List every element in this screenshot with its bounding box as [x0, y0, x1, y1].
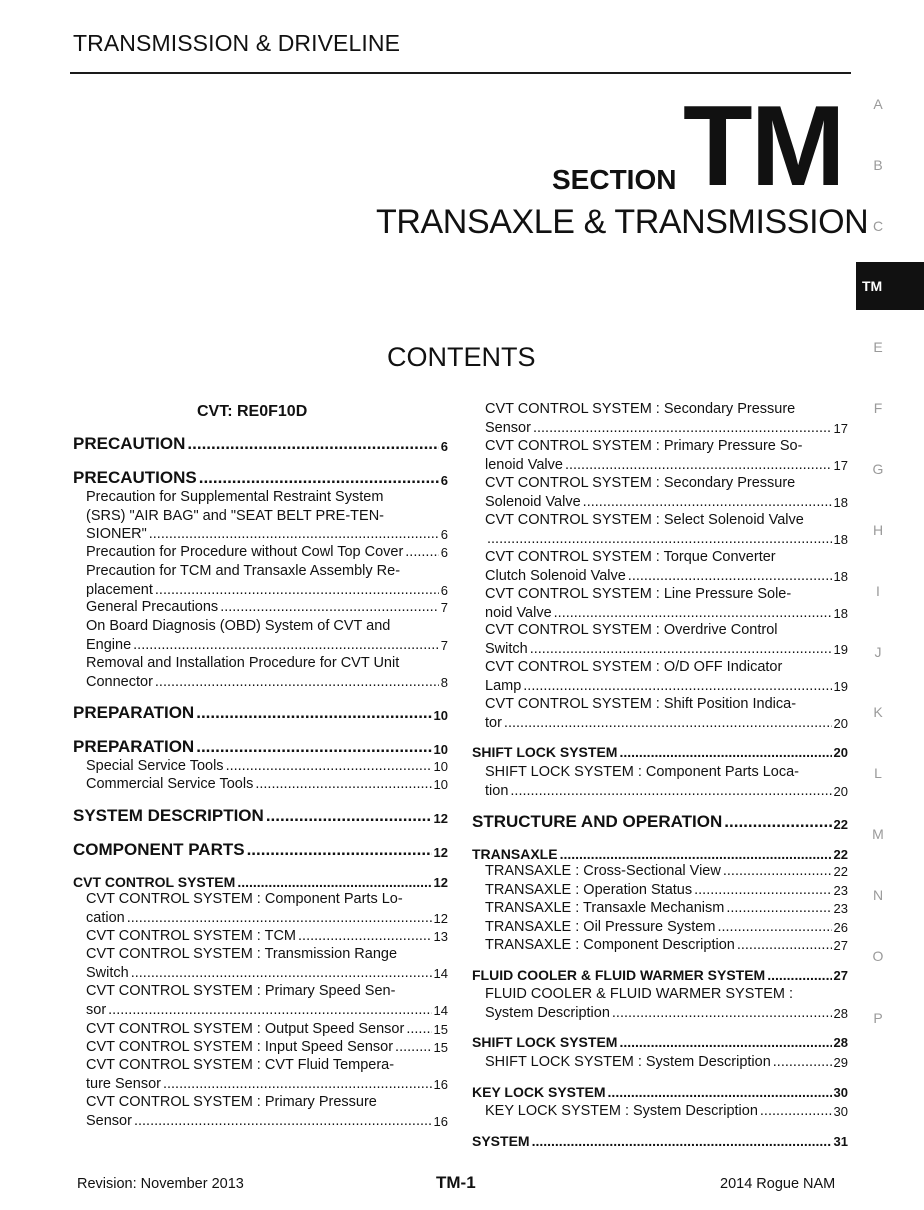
section-tab[interactable]: B	[873, 157, 883, 173]
toc-page-number: 19	[833, 641, 848, 657]
toc-page-number: 10	[433, 742, 448, 757]
toc-page-number: 20	[833, 715, 848, 731]
toc-leader	[247, 840, 432, 860]
toc-entry-text: SYSTEM	[472, 1133, 530, 1149]
toc-entry-text: TRANSAXLE : Cross-Sectional View	[485, 863, 721, 879]
section-tab[interactable]: K	[873, 704, 883, 720]
toc-entry-text: FLUID COOLER & FLUID WARMER SYSTEM :	[485, 986, 794, 1002]
toc-entry[interactable]	[485, 494, 848, 510]
toc-entry[interactable]	[472, 1084, 848, 1100]
toc-page-number: 6	[440, 439, 448, 454]
toc-entry-text: Sensor	[485, 419, 531, 436]
toc-entry-text: CVT CONTROL SYSTEM : O/D OFF Indicator	[485, 659, 783, 675]
section-tab[interactable]: C	[872, 218, 884, 234]
section-tab[interactable]: I	[876, 583, 880, 599]
toc-entry-text: CVT CONTROL SYSTEM : Secondary Pressure	[485, 401, 796, 417]
toc-entry-text: PRECAUTION	[73, 434, 186, 453]
section-tab[interactable]: J	[874, 644, 882, 660]
footer-page-id: TM-1	[436, 1173, 476, 1192]
toc-page-number: 30	[833, 1104, 848, 1119]
toc-entry[interactable]	[485, 882, 848, 898]
toc-entry-text: CVT CONTROL SYSTEM : Shift Position Indica-	[485, 696, 797, 712]
toc-page-number: 23	[833, 901, 848, 916]
toc-entry-text: Special Service Tools	[86, 758, 224, 774]
toc-entry-text: Removal and Installation Procedure for CVT Unit	[86, 655, 400, 671]
toc-page-number: 6	[440, 473, 448, 488]
toc-entry-text: CVT CONTROL SYSTEM : Primary Speed Sen-	[86, 983, 396, 999]
toc-entry-text: Lamp	[485, 677, 522, 694]
toc-entry-text: placement	[86, 581, 153, 598]
toc-entry-text: Precaution for Supplemental Restraint System	[86, 489, 384, 505]
toc-leader	[155, 582, 439, 598]
toc-page-number: 18	[833, 494, 848, 510]
toc-entry[interactable]	[485, 937, 848, 953]
toc-entry-text: TRANSAXLE	[472, 846, 558, 862]
section-tab[interactable]: E	[873, 339, 883, 355]
toc-entry[interactable]	[86, 1039, 448, 1055]
toc-entry-text: CVT CONTROL SYSTEM : Select Solenoid Valve	[485, 512, 804, 528]
toc-entry-text: PREPARATION	[73, 737, 195, 756]
toc-leader	[554, 605, 832, 621]
toc-entry[interactable]	[485, 900, 848, 916]
section-tab[interactable]: A	[873, 96, 883, 112]
toc-page-number: 22	[833, 864, 848, 879]
footer-revision: Revision: November 2013	[77, 1176, 244, 1192]
toc-entry-text: SHIFT LOCK SYSTEM : System Description	[485, 1054, 771, 1070]
toc-leader	[298, 928, 432, 944]
section-code: TM	[683, 83, 844, 210]
toc-entry-text: CVT CONTROL SYSTEM : Primary Pressure	[86, 1094, 377, 1110]
toc-page-number: 18	[833, 531, 848, 547]
toc-page-number: 8	[440, 674, 448, 690]
toc-entry[interactable]	[472, 846, 848, 862]
toc-leader	[155, 674, 439, 690]
toc-entry[interactable]	[86, 758, 448, 774]
section-tab[interactable]: H	[872, 522, 884, 538]
toc-leader	[199, 468, 439, 488]
toc-entry[interactable]	[485, 715, 848, 731]
toc-leader	[487, 531, 832, 547]
toc-leader	[619, 744, 831, 760]
toc-entry[interactable]	[485, 919, 848, 935]
toc-leader	[723, 863, 832, 879]
toc-page-number: 22	[833, 847, 848, 862]
section-tab[interactable]: O	[872, 948, 884, 964]
toc-leader	[196, 703, 431, 723]
toc-page-number: 6	[440, 545, 448, 560]
toc-entry[interactable]	[472, 812, 848, 832]
toc-entry-text: TRANSAXLE : Operation Status	[485, 882, 693, 898]
toc-leader	[628, 568, 832, 584]
tab-active-label[interactable]: TM	[862, 278, 883, 294]
section-tab[interactable]: N	[872, 887, 884, 903]
toc-leader	[196, 737, 431, 757]
toc-leader	[619, 1034, 831, 1050]
toc-leader	[565, 457, 832, 473]
toc-entry[interactable]	[485, 1103, 848, 1119]
toc-entry[interactable]	[86, 965, 448, 981]
toc-entry-text: STRUCTURE AND OPERATION	[472, 812, 723, 831]
toc-entry[interactable]	[485, 1054, 848, 1070]
toc-leader	[717, 919, 831, 935]
toc-leader	[760, 1103, 832, 1119]
section-word: SECTION	[552, 164, 677, 195]
toc-entry-text: cation	[86, 909, 125, 926]
toc-leader	[583, 494, 832, 510]
toc-entry[interactable]	[472, 744, 848, 760]
toc-page-number: 27	[833, 938, 848, 953]
toc-page-number: 16	[433, 1113, 448, 1129]
toc-leader	[133, 637, 439, 653]
toc-entry-text: SHIFT LOCK SYSTEM : Component Parts Loca-	[485, 764, 800, 780]
toc-leader	[149, 526, 439, 542]
toc-entry-text: tion	[485, 782, 509, 799]
toc-page-number: 13	[433, 929, 448, 944]
toc-entry[interactable]	[86, 599, 448, 615]
toc-leader	[127, 910, 432, 926]
toc-leader	[131, 965, 432, 981]
toc-entry-text: noid Valve	[485, 604, 552, 621]
toc-entry-text: FLUID COOLER & FLUID WARMER SYSTEM	[472, 967, 766, 983]
section-tab[interactable]: F	[873, 400, 883, 416]
toc-page-number: 14	[433, 1002, 448, 1018]
toc-entry[interactable]	[485, 568, 848, 584]
toc-entry[interactable]	[86, 1076, 448, 1092]
toc-page-number: 30	[833, 1085, 848, 1100]
toc-page-number: 12	[433, 845, 448, 860]
section-tab[interactable]: G	[872, 461, 884, 477]
toc-entry-text: CVT CONTROL SYSTEM : Output Speed Sensor	[86, 1021, 405, 1037]
toc-entry[interactable]	[472, 1034, 848, 1050]
toc-page-number: 20	[833, 783, 848, 799]
toc-leader	[532, 1133, 832, 1149]
toc-leader	[108, 1002, 431, 1018]
toc-entry[interactable]	[485, 605, 848, 621]
toc-entry[interactable]	[73, 840, 448, 860]
toc-entry[interactable]	[472, 967, 848, 983]
toc-entry-text: CVT CONTROL SYSTEM : Component Parts Lo-	[86, 891, 403, 907]
toc-entry-text: KEY LOCK SYSTEM : System Description	[485, 1103, 758, 1119]
toc-entry-text: SIONER"	[86, 526, 147, 542]
toc-page-number: 28	[833, 1005, 848, 1021]
toc-page-number: 17	[833, 420, 848, 436]
toc-entry[interactable]	[73, 737, 448, 757]
toc-entry-text: SYSTEM DESCRIPTION	[73, 806, 264, 825]
toc-page-number: 12	[433, 811, 448, 826]
toc-entry[interactable]	[73, 468, 448, 488]
toc-entry-text: PRECAUTIONS	[73, 468, 197, 487]
toc-entry[interactable]	[485, 641, 848, 657]
toc-page-number: 12	[433, 910, 448, 926]
toc-leader	[767, 967, 831, 983]
toc-entry-text: CVT CONTROL SYSTEM : Primary Pressure So-	[485, 438, 803, 454]
toc-entry-text: CVT CONTROL SYSTEM : Transmission Range	[86, 946, 398, 962]
toc-leader	[395, 1039, 431, 1055]
toc-page-number: 20	[833, 745, 848, 760]
toc-leader	[255, 776, 431, 792]
toc-leader	[608, 1084, 832, 1100]
section-tab[interactable]: L	[874, 765, 882, 781]
toc-entry[interactable]	[86, 544, 448, 560]
toc-leader	[406, 1021, 431, 1037]
toc-entry-text: ture Sensor	[86, 1075, 161, 1092]
toc-entry-text: System Description	[485, 1004, 610, 1021]
toc-entry-text: SHIFT LOCK SYSTEM	[472, 744, 618, 760]
toc-leader	[724, 812, 831, 832]
toc-entry-text: Switch	[86, 964, 129, 981]
toc-leader	[504, 715, 832, 731]
toc-leader	[405, 544, 438, 560]
toc-entry[interactable]	[86, 1002, 448, 1018]
toc-page-number: 18	[833, 605, 848, 621]
toc-entry-text: Engine	[86, 636, 132, 653]
toc-entry-text: CVT CONTROL SYSTEM : CVT Fluid Tempera-	[86, 1057, 395, 1073]
toc-entry-text: CVT CONTROL SYSTEM : Line Pressure Sole-	[485, 586, 792, 602]
toc-page-number: 29	[833, 1055, 848, 1070]
toc-leader	[510, 783, 831, 799]
toc-entry-text: Commercial Service Tools	[86, 776, 254, 792]
toc-entry-text: Precaution for TCM and Transaxle Assembly Re-	[86, 563, 401, 579]
toc-entry-text: KEY LOCK SYSTEM	[472, 1084, 606, 1100]
toc-entry[interactable]	[485, 863, 848, 879]
toc-page-number: 27	[833, 968, 848, 983]
toc-entry-text: (SRS) "AIR BAG" and "SEAT BELT PRE-TEN-	[86, 507, 385, 524]
toc-page-number: 10	[433, 759, 448, 774]
toc-page-number: 17	[833, 457, 848, 473]
toc-page-number: 7	[440, 600, 448, 615]
toc-page-number: 18	[833, 568, 848, 584]
toc-page-number: 31	[833, 1134, 848, 1149]
toc-entry[interactable]	[485, 457, 848, 473]
toc-entry-text: CVT CONTROL SYSTEM : Torque Converter	[485, 549, 776, 565]
toc-entry-text: TRANSAXLE : Component Description	[485, 937, 735, 953]
toc-leader	[163, 1076, 432, 1092]
toc-entry-text: PREPARATION	[73, 703, 195, 722]
header-rule	[70, 72, 851, 74]
toc-page-number: 22	[833, 817, 848, 832]
toc-page-number: 7	[440, 637, 448, 653]
toc-entry-text: lenoid Valve	[485, 456, 563, 473]
toc-entry[interactable]	[86, 910, 448, 926]
toc-entry[interactable]	[86, 1021, 448, 1037]
toc-leader	[694, 882, 831, 898]
toc-entry-text: Precaution for Procedure without Cowl Top Cover	[86, 544, 404, 560]
toc-entry-text: Solenoid Valve	[485, 493, 581, 510]
toc-entry[interactable]	[485, 531, 848, 547]
toc-entry[interactable]	[73, 703, 448, 723]
toc-entry-text: SHIFT LOCK SYSTEM	[472, 1034, 618, 1050]
toc-entry[interactable]	[485, 678, 848, 694]
toc-leader	[134, 1113, 432, 1129]
toc-entry-text: tor	[485, 714, 502, 731]
toc-leader	[237, 874, 431, 890]
toc-page-number: 10	[433, 777, 448, 792]
toc-leader	[523, 678, 831, 694]
toc-entry[interactable]	[86, 928, 448, 944]
toc-entry-text: On Board Diagnosis (OBD) System of CVT and	[86, 618, 391, 634]
toc-entry-text: COMPONENT PARTS	[73, 840, 245, 859]
toc-entry-text: Sensor	[86, 1112, 132, 1129]
toc-leader	[612, 1005, 832, 1021]
toc-page-number: 6	[440, 527, 448, 542]
contents-heading: CONTENTS	[387, 342, 536, 372]
toc-entry[interactable]	[86, 526, 448, 542]
toc-leader	[737, 937, 832, 953]
section-tab[interactable]: P	[873, 1010, 883, 1026]
toc-entry-text: TRANSAXLE : Oil Pressure System	[485, 919, 716, 935]
toc-entry[interactable]	[86, 582, 448, 598]
toc-page-number: 23	[833, 883, 848, 898]
toc-entry-text: CVT CONTROL SYSTEM : TCM	[86, 928, 297, 944]
toc-entry-text: sor	[86, 1001, 107, 1018]
toc-page-number: 28	[833, 1035, 848, 1050]
toc-leader	[187, 434, 438, 454]
toc-entry[interactable]	[86, 1113, 448, 1129]
toc-leader	[773, 1054, 832, 1070]
toc-entry-text: CVT CONTROL SYSTEM : Overdrive Control	[485, 622, 778, 638]
toc-leader	[530, 641, 832, 657]
toc-page-number: 12	[433, 875, 448, 890]
section-tab[interactable]: M	[872, 826, 884, 842]
toc-entry-text: Connector	[86, 673, 153, 690]
toc-leader	[560, 846, 832, 862]
toc-entry[interactable]	[485, 420, 848, 436]
toc-page-number: 6	[440, 582, 448, 598]
footer-model: 2014 Rogue NAM	[720, 1176, 836, 1192]
toc-page-number: 10	[433, 708, 448, 723]
toc-entry[interactable]	[86, 776, 448, 792]
toc-page-number: 19	[833, 678, 848, 694]
toc-leader	[726, 900, 831, 916]
toc-page-number: 16	[433, 1076, 448, 1092]
section-title: TRANSAXLE & TRANSMISSION	[376, 203, 869, 241]
toc-entry-text: Switch	[485, 640, 528, 657]
toc-page-number: 15	[433, 1022, 448, 1037]
toc-entry-text: CVT CONTROL SYSTEM : Input Speed Sensor	[86, 1039, 394, 1055]
toc-entry[interactable]	[485, 783, 848, 799]
toc-entry[interactable]	[472, 1133, 848, 1149]
toc-entry-text: Clutch Solenoid Valve	[485, 567, 626, 584]
toc-entry-text: CVT CONTROL SYSTEM : Secondary Pressure	[485, 475, 796, 491]
toc-entry[interactable]	[73, 434, 448, 454]
toc-leader	[533, 420, 832, 436]
toc-entry-text: CVT CONTROL SYSTEM	[73, 874, 236, 890]
toc-entry[interactable]	[86, 674, 448, 690]
toc-leader	[220, 599, 439, 615]
toc-entry[interactable]	[73, 874, 448, 890]
toc-page-number: 14	[433, 965, 448, 981]
toc-entry-text: TRANSAXLE : Transaxle Mechanism	[485, 900, 725, 916]
toc-entry[interactable]	[86, 637, 448, 653]
toc-leader	[226, 758, 432, 774]
toc-page-number: 15	[433, 1040, 448, 1055]
header-title: TRANSMISSION & DRIVELINE	[73, 30, 401, 56]
toc-leader	[266, 806, 432, 826]
toc-left-title: CVT: RE0F10D	[197, 403, 308, 420]
toc-entry-text: General Precautions	[86, 599, 219, 615]
toc-entry[interactable]	[73, 806, 448, 826]
toc-page-number: 26	[833, 920, 848, 935]
toc-entry[interactable]	[485, 1005, 848, 1021]
